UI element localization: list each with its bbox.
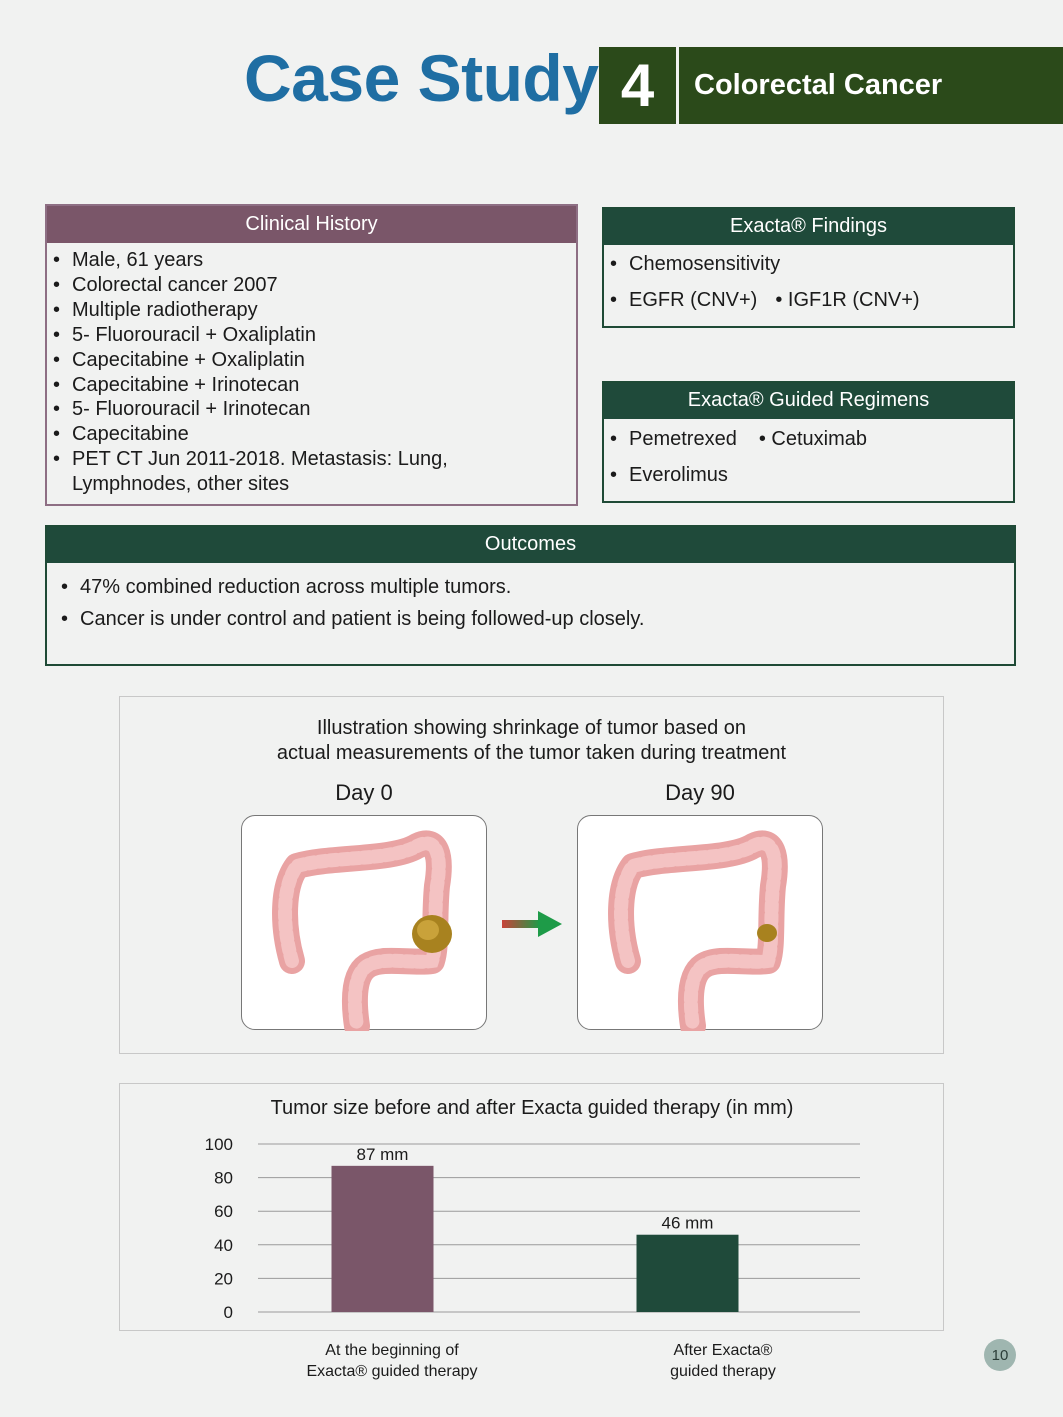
list-item bbox=[604, 428, 1013, 451]
colon-day90-image bbox=[577, 815, 823, 1030]
x-tick-label bbox=[603, 1340, 843, 1382]
day0-label: Day 0 bbox=[335, 780, 393, 805]
case-name-banner: Colorectal Cancer bbox=[679, 47, 1063, 124]
list-item: • Colorectal cancer 2007 bbox=[47, 273, 576, 298]
list-item bbox=[604, 289, 1013, 312]
list-item: • Capecitabine + Oxaliplatin bbox=[47, 348, 576, 373]
list-item: • Male, 61 years bbox=[47, 248, 576, 273]
list-item bbox=[47, 447, 576, 497]
bar-chart bbox=[120, 1084, 945, 1332]
list-item: • 47% combined reduction across multiple tumors. bbox=[55, 576, 1014, 599]
y-tick-label: 0 bbox=[223, 1303, 233, 1322]
x-tick-label bbox=[272, 1340, 512, 1382]
regimens-box bbox=[602, 381, 1015, 503]
colon-icon bbox=[242, 816, 488, 1031]
regimens-heading: Exacta® Guided Regimens bbox=[604, 383, 1013, 419]
clinical-history-heading: Clinical History bbox=[47, 206, 576, 243]
arrow-right-icon bbox=[502, 909, 564, 939]
chart-panel bbox=[119, 1083, 944, 1331]
findings-box bbox=[602, 207, 1015, 328]
list-item: • Multiple radiotherapy bbox=[47, 298, 576, 323]
findings-list bbox=[604, 253, 1013, 312]
list-item: • 5- Fluorouracil + Irinotecan bbox=[47, 397, 576, 422]
bar bbox=[637, 1235, 739, 1312]
illustration-caption bbox=[120, 716, 943, 766]
day90-label: Day 90 bbox=[665, 780, 735, 805]
illustration-panel bbox=[119, 696, 944, 1054]
clinical-history-list bbox=[47, 243, 576, 497]
list-item: • Capecitabine bbox=[47, 422, 576, 447]
x-tick-line: After Exacta® bbox=[673, 1342, 773, 1359]
case-number-badge: 4 bbox=[599, 47, 676, 124]
regimen-pemetrexed: Pemetrexed bbox=[629, 428, 737, 450]
data-label: 87 mm bbox=[356, 1144, 409, 1164]
list-item: • 5- Fluorouracil + Oxaliplatin bbox=[47, 323, 576, 348]
finding-igf1r-text: IGF1R (CNV+) bbox=[787, 289, 920, 311]
regimens-list bbox=[604, 428, 1013, 487]
data-label: 46 mm bbox=[661, 1213, 714, 1233]
regimen-cetuximab bbox=[759, 428, 867, 450]
x-tick-line: Exacta® guided therapy bbox=[306, 1363, 478, 1380]
list-item-text-cont: Lymphnodes, other sites bbox=[72, 473, 290, 496]
findings-heading: Exacta® Findings bbox=[604, 209, 1013, 245]
list-item: • Everolimus bbox=[604, 464, 1013, 487]
finding-egfr: EGFR (CNV+) bbox=[629, 289, 758, 311]
bar bbox=[332, 1166, 434, 1312]
x-tick-line: guided therapy bbox=[670, 1363, 776, 1380]
y-tick-label: 100 bbox=[204, 1135, 233, 1154]
y-tick-label: 60 bbox=[214, 1202, 233, 1222]
list-item: • Cancer is under control and patient is being followed-up closely. bbox=[55, 608, 1014, 631]
list-item-text: PET CT Jun 2011-2018. Metastasis: Lung, bbox=[72, 448, 448, 471]
page-number: 10 bbox=[984, 1339, 1016, 1371]
clinical-history-box bbox=[45, 204, 578, 506]
caption-line: Illustration showing shrinkage of tumor based on bbox=[316, 717, 747, 739]
outcomes-heading: Outcomes bbox=[47, 527, 1014, 563]
list-item: • Capecitabine + Irinotecan bbox=[47, 373, 576, 398]
caption-line: actual measurements of the tumor taken during treatment bbox=[276, 742, 787, 764]
colon-icon bbox=[578, 816, 824, 1031]
x-tick-line: At the beginning of bbox=[325, 1342, 459, 1359]
list-item: • Chemosensitivity bbox=[604, 253, 1013, 276]
y-tick-label: 80 bbox=[214, 1168, 233, 1188]
page-title: Case Study bbox=[244, 41, 599, 115]
colon-day0-image bbox=[241, 815, 487, 1030]
y-tick-label: 40 bbox=[214, 1235, 233, 1255]
chart-title: Tumor size before and after Exacta guided therapy (in mm) bbox=[270, 1097, 794, 1119]
finding-igf1r bbox=[775, 289, 919, 311]
tumor-day90 bbox=[757, 924, 777, 942]
outcomes-list bbox=[47, 576, 1014, 631]
y-tick-label: 20 bbox=[214, 1269, 233, 1289]
outcomes-box bbox=[45, 525, 1016, 666]
regimen-cetuximab-text: Cetuximab bbox=[771, 428, 868, 450]
